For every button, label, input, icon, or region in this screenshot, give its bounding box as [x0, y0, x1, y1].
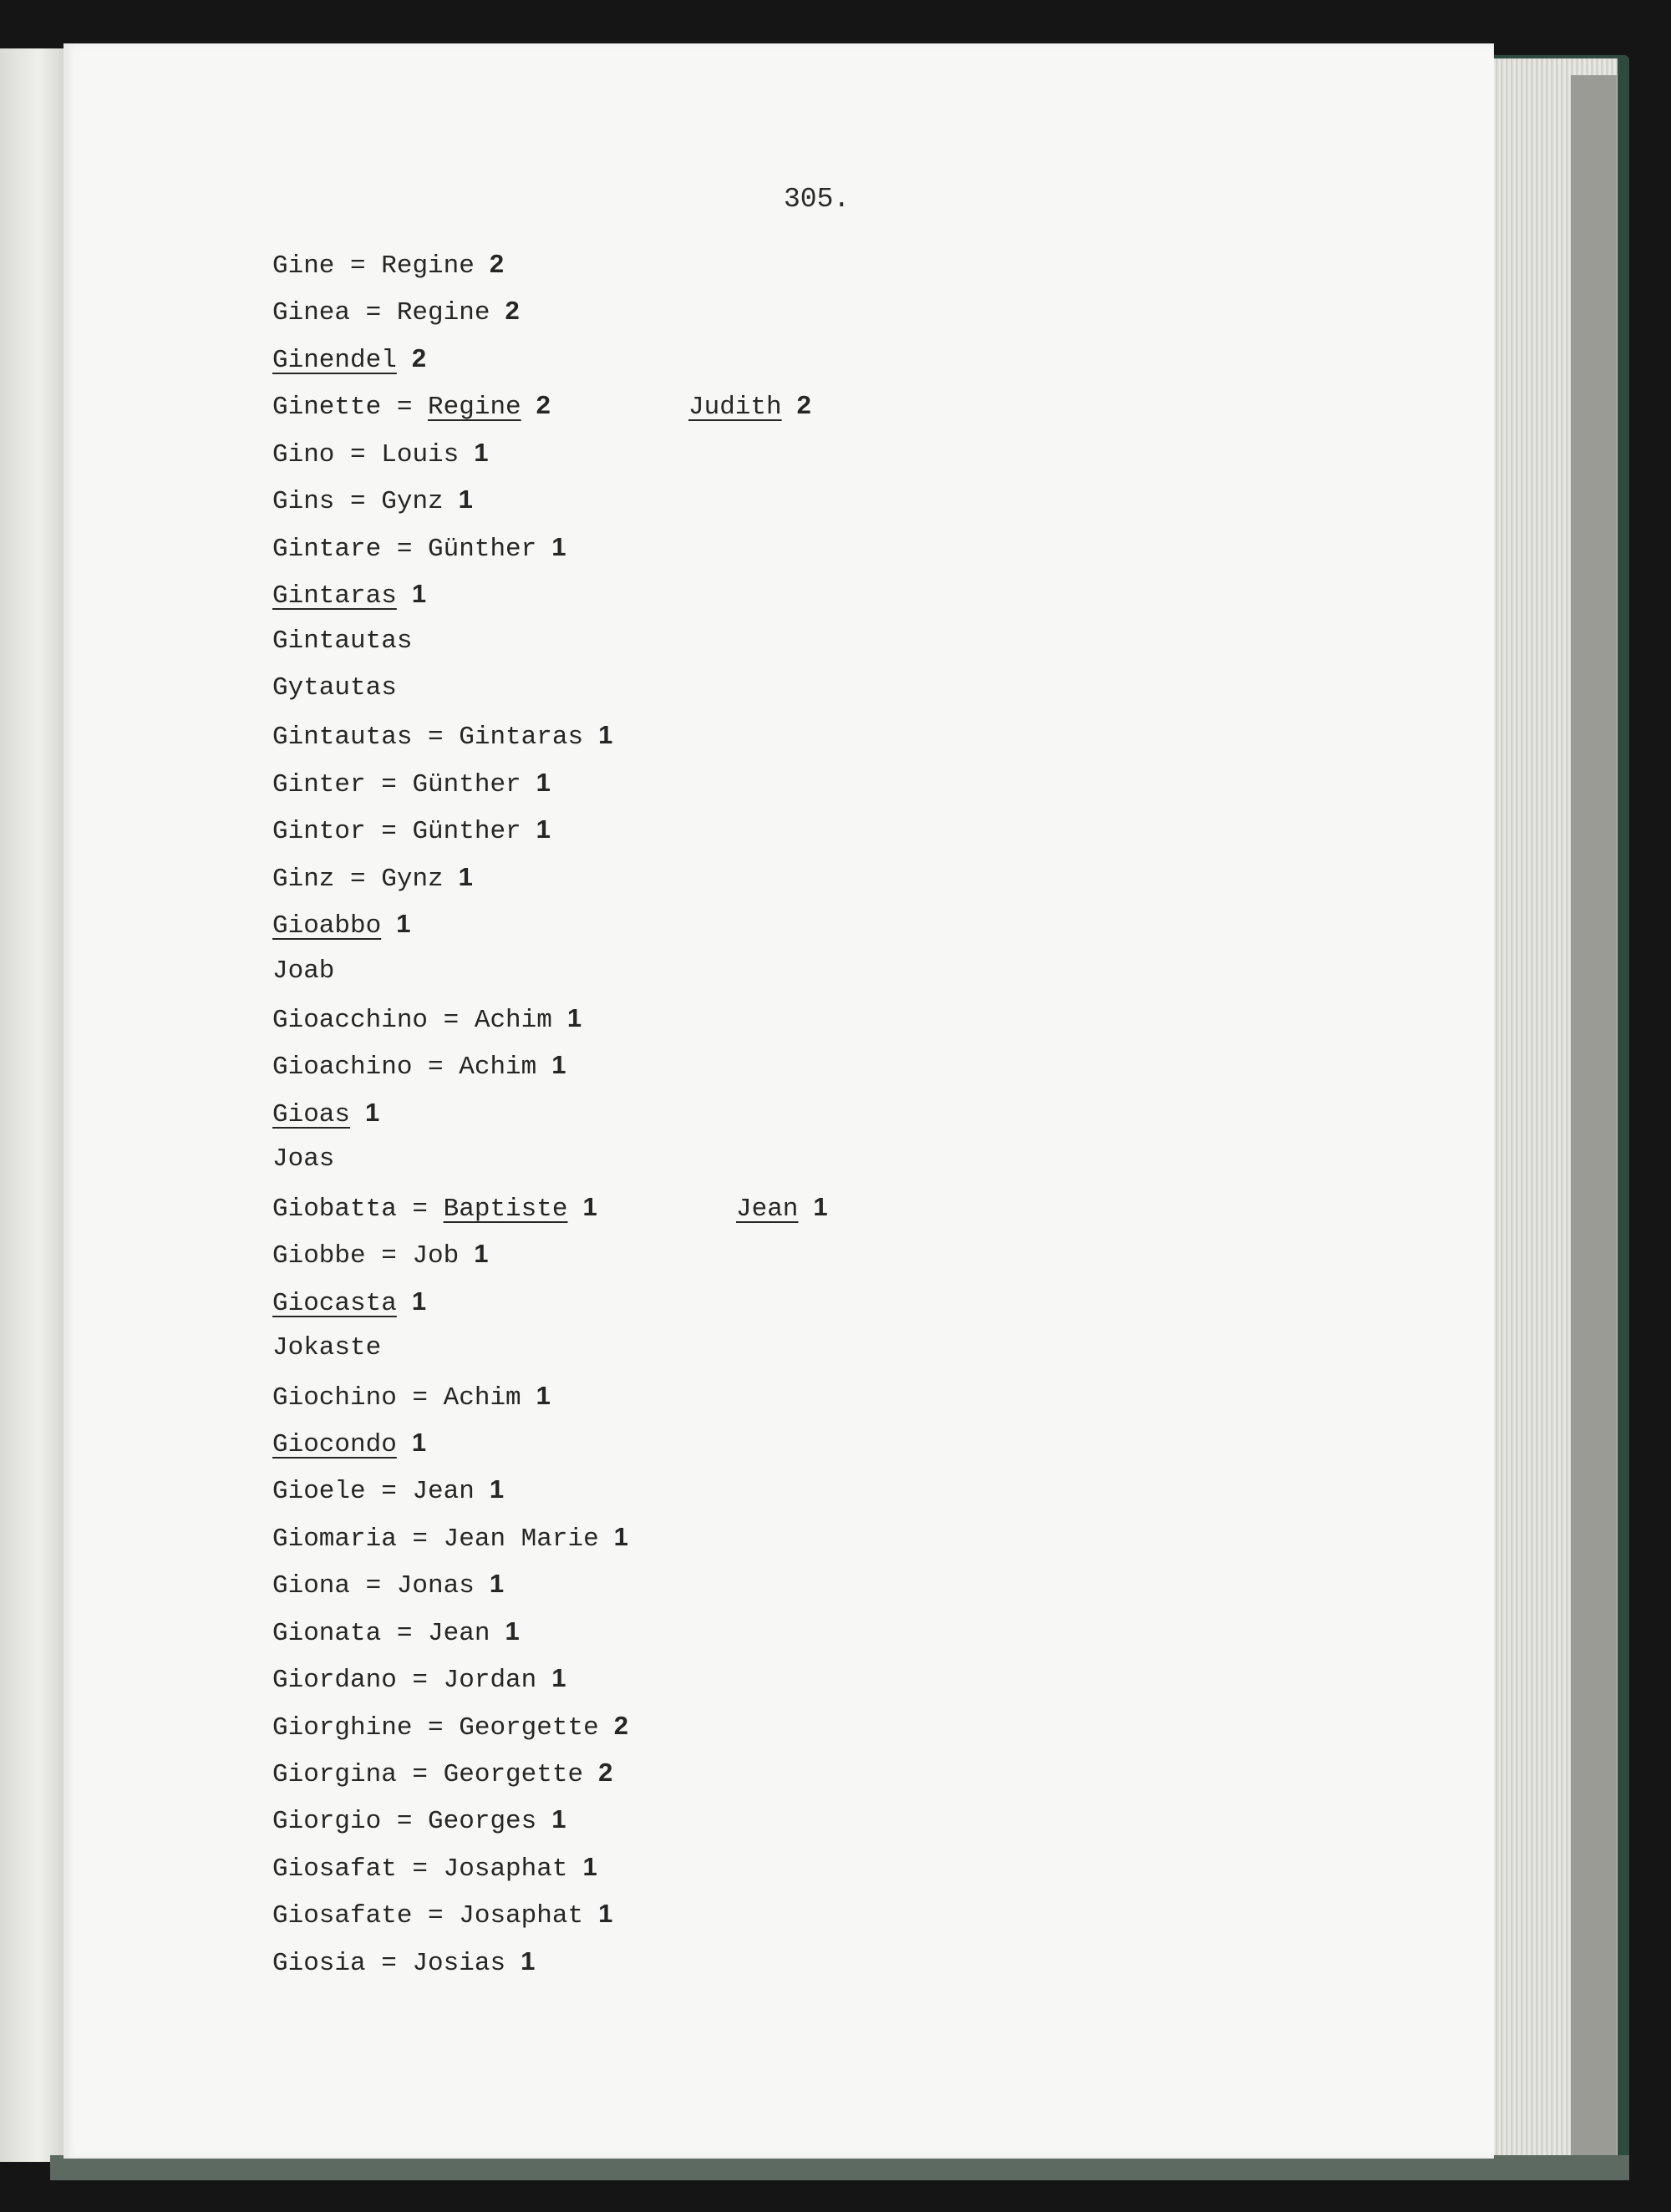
list-item: [272, 1514, 1442, 1560]
entry-alt-equivalent: [736, 1184, 828, 1233]
entry-equivalent: Josaphat: [459, 1901, 584, 1931]
entry-count: 1: [411, 1427, 427, 1457]
alt-equivalent-count: 1: [813, 1191, 828, 1221]
entry-count: 2: [536, 390, 551, 420]
entry-name: Giobbe: [272, 1241, 366, 1271]
list-item: [272, 1560, 1442, 1607]
entry-count: 1: [474, 1239, 489, 1269]
entry-name: Giosafate: [272, 1901, 413, 1931]
list-item: [272, 1372, 1442, 1419]
entry-equivalent: Baptiste: [443, 1194, 568, 1224]
entry-equivalent: Louis: [381, 439, 460, 469]
entry-name: Gioabbo: [272, 911, 382, 941]
entry-name: Ginz: [272, 864, 335, 894]
entry-equivalent: Jordan: [443, 1666, 537, 1696]
entry-name: Giona: [272, 1571, 351, 1601]
list-item: [272, 1938, 1442, 1985]
left-page-edge: [0, 48, 73, 2162]
list-item: [272, 1796, 1442, 1843]
list-item: [272, 1890, 1442, 1937]
list-item: [272, 1136, 1442, 1183]
equals-sign: =: [334, 487, 382, 517]
entry-name: Giomaria: [272, 1524, 397, 1554]
equals-sign: =: [396, 1194, 444, 1224]
equals-sign: =: [396, 1854, 444, 1884]
equals-sign: =: [412, 1712, 460, 1743]
list-item: [272, 1608, 1442, 1655]
equals-sign: =: [365, 817, 413, 847]
alt-equivalent-count: 2: [796, 390, 811, 420]
entry-name: Giochino: [272, 1382, 397, 1413]
entry-name: Ginter: [272, 769, 366, 799]
equals-sign: =: [412, 1901, 460, 1931]
equals-sign: =: [365, 1477, 413, 1507]
entry-name: Ginendel: [272, 345, 397, 375]
entry-name: Gioachino: [272, 1053, 413, 1083]
entry-equivalent: Günther: [428, 534, 537, 564]
entry-name: Ginea: [272, 298, 351, 328]
list-item: [272, 948, 1442, 995]
equals-sign: =: [396, 1666, 444, 1696]
entry-count: 2: [411, 342, 427, 373]
entry-name: Jokaste: [272, 1333, 382, 1363]
entry-equivalent: Gintaras: [459, 723, 584, 753]
entry-name: Gintaras: [272, 581, 397, 611]
entry-count: 1: [613, 1521, 628, 1551]
list-item: [272, 1042, 1442, 1088]
equals-sign: =: [350, 1571, 397, 1601]
list-item: [272, 476, 1442, 523]
entry-name: Giordano: [272, 1666, 397, 1696]
entry-equivalent: Georges: [428, 1807, 537, 1837]
list-item: [272, 618, 1442, 665]
entry-name: Gioele: [272, 1477, 366, 1507]
entry-name: Gionata: [272, 1618, 382, 1648]
entry-equivalent: Jonas: [396, 1571, 475, 1601]
entry-name: Gioas: [272, 1099, 351, 1129]
entry-equivalent: Job: [412, 1241, 460, 1271]
page-number: 305.: [784, 184, 851, 215]
entry-equivalent: Jean Marie: [443, 1524, 599, 1554]
equals-sign: =: [381, 534, 429, 564]
list-item: [272, 241, 1442, 287]
list-item: [272, 1702, 1442, 1749]
entry-name: Gintor: [272, 817, 366, 847]
list-item: [272, 854, 1442, 901]
entry-name: Ginette: [272, 393, 382, 423]
entry-equivalent: Jean: [412, 1477, 475, 1507]
equals-sign: =: [381, 1807, 429, 1837]
entry-name: Giocondo: [272, 1429, 397, 1459]
entry-count: 1: [566, 1003, 582, 1032]
equals-sign: =: [381, 1618, 429, 1648]
entry-equivalent: Günther: [412, 769, 521, 799]
entry-equivalent: Regine: [381, 251, 475, 281]
entry-count: 1: [551, 1804, 566, 1834]
entry-count: 1: [551, 1050, 566, 1080]
list-item: [272, 1749, 1442, 1796]
entry-count: 1: [411, 1286, 427, 1316]
entry-equivalent: Georgette: [459, 1712, 599, 1743]
equals-sign: =: [396, 1524, 444, 1554]
equals-sign: =: [334, 439, 382, 469]
entry-count: 2: [613, 1710, 628, 1740]
entry-count: 1: [505, 1616, 520, 1646]
entry-count: 1: [598, 720, 613, 750]
entry-name: Giocasta: [272, 1288, 397, 1318]
list-item: [272, 1184, 1442, 1230]
entry-count: 1: [489, 1569, 505, 1599]
entry-count: 1: [582, 1191, 597, 1221]
equals-sign: =: [350, 298, 397, 328]
entry-name: Gioacchino: [272, 1006, 429, 1035]
entry-equivalent: Achim: [443, 1382, 521, 1413]
equals-sign: =: [396, 1382, 444, 1413]
list-item: [272, 524, 1442, 571]
entry-equivalent: Josias: [412, 1948, 506, 1978]
entry-name: Giorghine: [272, 1712, 413, 1743]
equals-sign: =: [365, 769, 413, 799]
entry-name: Gine: [272, 251, 335, 281]
equals-sign: =: [412, 1053, 460, 1083]
name-entry-list: [272, 241, 1442, 1985]
entry-count: 2: [489, 249, 505, 278]
entry-name: Gins: [272, 487, 335, 517]
list-item: [272, 571, 1442, 617]
entry-equivalent: Josaphat: [443, 1854, 568, 1884]
list-item: [272, 712, 1442, 758]
entry-equivalent: Achim: [474, 1006, 552, 1035]
list-item: [272, 1230, 1442, 1277]
equals-sign: =: [365, 1241, 413, 1271]
equals-sign: =: [334, 864, 382, 894]
list-item: [272, 429, 1442, 476]
entry-count: 1: [474, 437, 489, 467]
entry-name: Giosafat: [272, 1854, 397, 1884]
entry-name: Gytautas: [272, 672, 397, 703]
entry-name: Gintautas: [272, 626, 413, 656]
entry-name: Joab: [272, 956, 335, 986]
list-item: [272, 1325, 1442, 1372]
list-item: [272, 901, 1442, 947]
entry-count: 2: [505, 296, 520, 326]
entry-count: 2: [598, 1758, 613, 1787]
page-stack-shadow: [1571, 75, 1617, 2164]
entry-count: 1: [458, 861, 473, 891]
entry-count: 1: [536, 1380, 551, 1410]
entry-count: 1: [396, 909, 411, 939]
entry-name: Giobatta: [272, 1194, 397, 1224]
entry-equivalent: Regine: [428, 393, 521, 423]
entry-count: 1: [489, 1474, 505, 1504]
list-item: [272, 1278, 1442, 1325]
list-item: [272, 995, 1442, 1042]
entry-equivalent: Georgette: [443, 1760, 584, 1789]
list-item: [272, 382, 1442, 429]
entry-count: 1: [551, 531, 566, 561]
entry-name: Giorgio: [272, 1807, 382, 1837]
entry-count: 1: [536, 814, 551, 845]
entry-name: Joas: [272, 1144, 335, 1174]
entry-name: Gino: [272, 439, 335, 469]
list-item: [272, 1089, 1442, 1136]
list-item: [272, 1466, 1442, 1513]
list-item: [272, 1655, 1442, 1702]
entry-alt-equivalent: [688, 382, 811, 431]
entry-equivalent: Gynz: [381, 487, 444, 517]
entry-count: 1: [598, 1899, 613, 1929]
list-item: [272, 806, 1442, 853]
entry-name: Giosia: [272, 1948, 366, 1978]
entry-count: 1: [365, 1097, 380, 1127]
equals-sign: =: [334, 251, 382, 281]
entry-equivalent: Gynz: [381, 864, 444, 894]
equals-sign: =: [381, 393, 429, 423]
book-cover-bottom: [50, 2155, 1629, 2180]
alt-equivalent-name: Judith: [688, 393, 782, 423]
entry-equivalent: Günther: [412, 817, 521, 847]
equals-sign: =: [412, 723, 460, 753]
equals-sign: =: [396, 1760, 444, 1789]
entry-name: Giorgina: [272, 1760, 397, 1789]
list-item: [272, 335, 1442, 382]
equals-sign: =: [428, 1006, 475, 1035]
entry-equivalent: Achim: [459, 1053, 537, 1083]
entry-count: 1: [458, 485, 473, 515]
entry-equivalent: Jean: [428, 1618, 490, 1648]
entry-count: 1: [521, 1946, 536, 1976]
entry-name: Gintare: [272, 534, 382, 564]
entry-equivalent: Regine: [396, 298, 490, 328]
list-item: [272, 287, 1442, 334]
entry-count: 1: [411, 579, 427, 609]
entry-count: 1: [551, 1663, 566, 1693]
list-item: [272, 759, 1442, 806]
entry-name: Gintautas: [272, 723, 413, 753]
alt-equivalent-name: Jean: [736, 1194, 799, 1224]
entry-count: 1: [536, 767, 551, 797]
list-item: [272, 1844, 1442, 1890]
list-item: [272, 1419, 1442, 1466]
list-item: [272, 665, 1442, 712]
entry-count: 1: [582, 1851, 597, 1881]
equals-sign: =: [365, 1948, 413, 1978]
